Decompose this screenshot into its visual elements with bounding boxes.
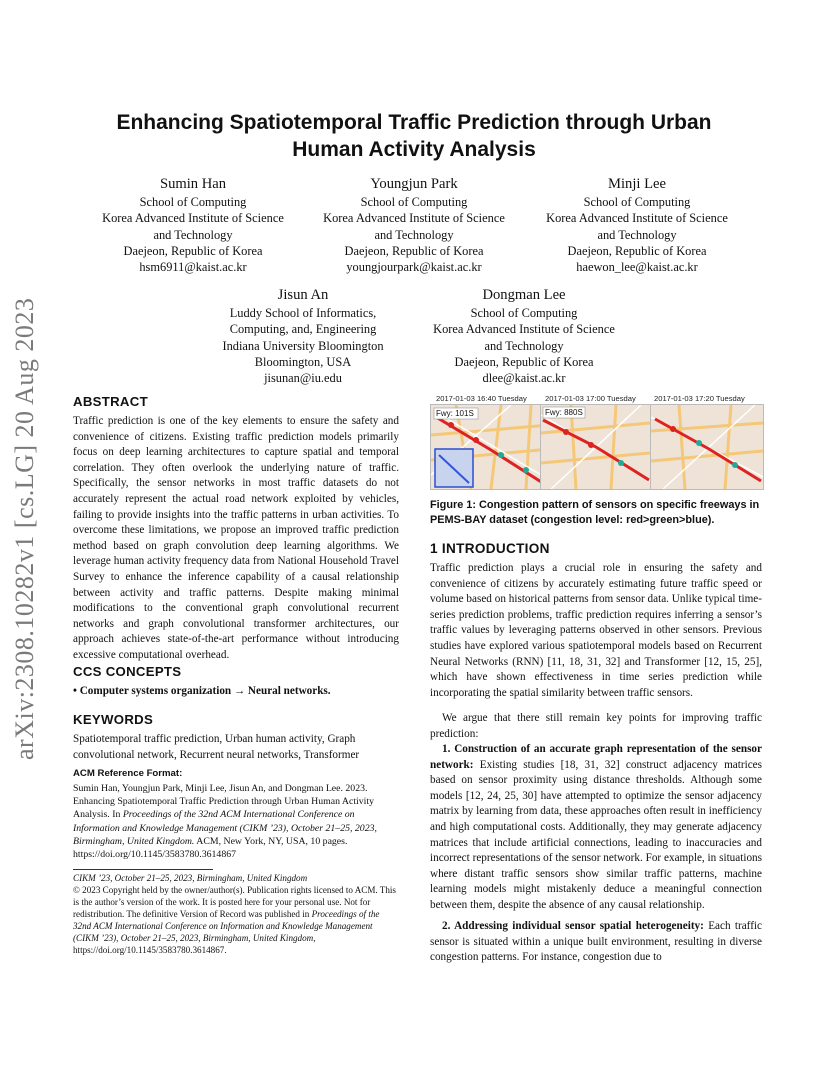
intro-paragraph-3: 1. Construction of an accurate graph representation of the sensor network: Existing studies [18, 31, 32] construct adjacency matrices based on sensor proximity using distance thresholds. Although some models [12, 24, 25, 30] have attempted to optimize the sensor adjacency matrix by learning from data, these approaches often result in inefficiency and high computational costs. Additionally, they may generate adjacency matrices that include artificial connections, leading to inaccuracies and incorrect representations of the sensor network. For example, in situations where distant traffic sensors show similar traffic patterns, machine learning models might mistakenly deduce a meaningful connection between them, despite the absence of any causal relationship. <box>430 743 762 911</box>
author-affil: Indiana University Bloomington <box>222 338 384 353</box>
abstract-heading: ABSTRACT <box>73 394 148 409</box>
author-affil: Daejeon, Republic of Korea <box>454 354 594 369</box>
footnote-text: © 2023 Copyright held by the owner/author(s). Publication rights licensed to ACM. This is the author’s version of the work. It is posted here for your personal use. Not for redistribution. The definitive Version of Record was published in Proceedings of the 32nd ACM International Conference on Information and Knowledge Management (CIKM ’23), October 21–25, 2023, Birmingham, United Kingdom, https://doi.org/10.1145/3583780.3614867. <box>73 885 396 955</box>
author-block-4 <box>200 286 406 386</box>
author-name: Dongman Lee <box>482 287 566 303</box>
author-affil: Bloomington, USA <box>254 354 352 369</box>
author-name: Youngjun Park <box>370 176 458 192</box>
paper-title <box>60 109 768 163</box>
intro-paragraph-1: Traffic prediction plays a crucial role in ensuring the safety and convenience of citizens by accurately estimating future traffic speed or volume based on historical patterns from sensor data. Unlike typical time-series prediction problems, traffic prediction requires inferring a sensor’s traffic values by leveraging patterns observed in other sensors. Previous studies have explored various spatiotemporal models based on Recurrent Neural Networks (RNN) [11, 18, 31, 32] and Transformer [12, 15, 25], which have shown effectiveness in time series prediction while incorporating the spatial similarity between traffic sensors. <box>430 562 762 699</box>
author-affil: School of Computing <box>360 195 468 209</box>
acm-ref-text: Sumin Han, Youngjun Park, Minji Lee, Jisun An, and Dongman Lee. 2023. Enhancing Spatiotemporal Traffic Prediction through Urban Human Activity Analysis. In Proceedings of the 32nd ACM International Conference on Information and Knowledge Management (CIKM ’23), October 21–25, 2023, Birmingham, United Kingdom. ACM, New York, NY, USA, 10 pages. https://doi.org/10.1145/3583780.3614867 <box>73 783 377 861</box>
author-name: Jisun An <box>277 287 329 303</box>
author-email: hsm6911@kaist.ac.kr <box>139 260 247 275</box>
author-affil: School of Computing <box>139 195 247 209</box>
author-email: youngjourpark@kaist.ac.kr <box>346 260 482 275</box>
author-affil: and Technology <box>597 227 677 242</box>
map-image-3 <box>651 405 763 489</box>
author-email: jisunan@iu.edu <box>264 371 342 386</box>
figure-caption: Figure 1: Congestion pattern of sensors on specific freeways in PEMS-BAY dataset (congestion level: red>green>blue). <box>430 499 760 526</box>
author-name: Minji Lee <box>608 176 666 192</box>
map-image-2 <box>541 405 650 489</box>
footnote-venue: CIKM ’23, October 21–25, 2023, Birmingham, United Kingdom <box>73 873 308 883</box>
acm-ref-heading: ACM Reference Format: <box>73 768 183 779</box>
author-affil: School of Computing <box>583 195 691 209</box>
author-affil: Luddy School of Informatics, <box>229 306 377 320</box>
arxiv-stamp: arXiv:2308.10282v1 [cs.LG] 20 Aug 2023 <box>10 297 39 760</box>
author-block-2 <box>311 175 517 275</box>
intro-paragraph-2: We argue that there still remain key points for improving traffic prediction: <box>430 712 762 740</box>
author-affil: Korea Advanced Institute of Science <box>433 322 615 337</box>
intro-heading: 1 INTRODUCTION <box>430 541 550 556</box>
author-affil: Computing, and, Engineering <box>229 322 377 337</box>
author-affil: Korea Advanced Institute of Science <box>323 211 505 226</box>
author-affil: and Technology <box>374 227 454 242</box>
author-name: Sumin Han <box>159 176 227 192</box>
author-email: haewon_lee@kaist.ac.kr <box>576 260 698 275</box>
ccs-heading: CCS CONCEPTS <box>73 664 182 679</box>
author-block-1 <box>90 175 296 275</box>
ccs-text: • Computer systems organization → Neural networks. <box>73 685 331 697</box>
author-affil: and Technology <box>153 227 233 242</box>
author-affil: Korea Advanced Institute of Science <box>546 211 728 226</box>
figure-map-panel-3 <box>650 404 764 490</box>
abstract-text: Traffic prediction is one of the key elements to ensure the safety and convenience of citizens. Existing traffic prediction models primarily focus on deep learning architectures to capture spatial and temporal correlation. They often overlook the underlying nature of traffic. Specifically, the sensor networks in most traffic datasets do not accurately represent the actual road network exploited by vehicles, failing to provide insights into the traffic patterns in urban activities. To overcome these limitations, we propose an improved traffic prediction method based on graph convolution deep learning algorithms. We leverage human activity frequency data from National Household Travel Survey to enhance the inference capability of a causal relationship between activity and traffic patterns. Despite making minimal modifications to the conventional graph convolutional recurrent networks and graph convolutional transformer architectures, our approach achieves state-of-the-art performance without introducing excessive computational overhead. <box>73 415 399 661</box>
author-affil: and Technology <box>484 338 564 353</box>
author-email: dlee@kaist.ac.kr <box>482 371 566 386</box>
title-line-2: Human Activity Analysis <box>292 138 536 161</box>
figure-timestamp-2: 2017-01-03 17:00 Tuesday <box>545 394 636 403</box>
footnote-rule <box>73 869 213 870</box>
author-affil: Daejeon, Republic of Korea <box>567 243 707 258</box>
figure-timestamp-3: 2017-01-03 17:20 Tuesday <box>654 394 745 403</box>
keywords-heading: KEYWORDS <box>73 712 154 727</box>
author-block-5 <box>421 286 627 386</box>
figure-label-2: Fwy: 880S <box>545 408 583 417</box>
intro-paragraph-4: 2. Addressing individual sensor spatial heterogeneity: Each traffic sensor is situated within a unique built environment, resulting in diverse congestion patterns. For instance, congestion due to <box>430 920 762 964</box>
author-affil: School of Computing <box>470 306 578 320</box>
figure-timestamp-1: 2017-01-03 16:40 Tuesday <box>436 394 527 403</box>
figure-label-1: Fwy: 101S <box>436 409 474 418</box>
title-line-1: Enhancing Spatiotemporal Traffic Prediction through Urban <box>116 111 712 134</box>
author-block-3 <box>534 175 740 275</box>
author-affil: Daejeon, Republic of Korea <box>123 243 263 258</box>
author-affil: Daejeon, Republic of Korea <box>344 243 484 258</box>
author-affil: Korea Advanced Institute of Science <box>102 211 284 226</box>
keywords-text: Spatiotemporal traffic prediction, Urban human activity, Graph convolutional network, Recurrent neural networks, Transformer <box>73 733 360 761</box>
